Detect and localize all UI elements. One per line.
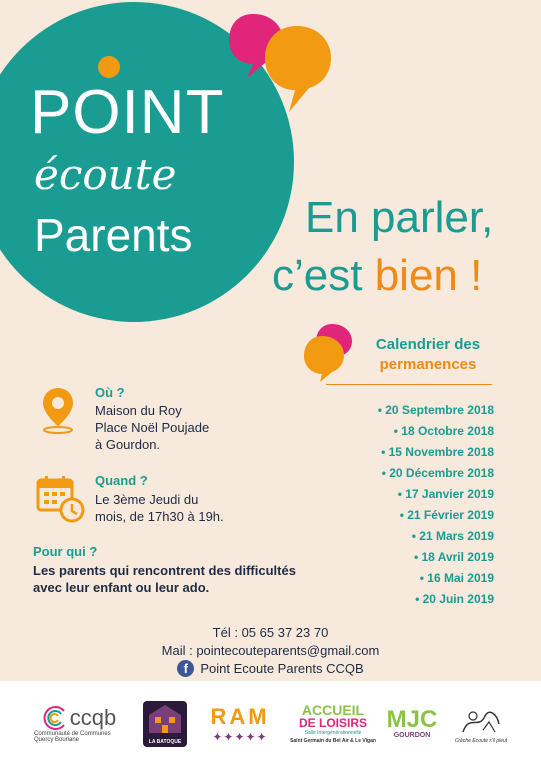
headline-line1: En parler,	[305, 193, 494, 242]
ram-text	[210, 704, 269, 730]
ccqb-logo	[34, 681, 124, 766]
contact-phone: Tél : 05 65 37 23 70	[212, 625, 329, 640]
batoque-text: LA BATOQUE	[148, 738, 182, 745]
where-line3: à Gourdon.	[95, 437, 161, 452]
logo-parents-text: Parents	[34, 209, 193, 261]
calendar-divider	[326, 384, 492, 385]
date-item: • 20 Juin 2019	[415, 592, 494, 606]
ram-logo	[200, 681, 280, 766]
accueil-subtitle: Saint Germain du Bel Air & Le Vigan	[290, 738, 376, 744]
ccqb-subtitle: Communauté de Communes Quercy Bouriane	[34, 730, 111, 743]
calendar-clock-icon	[36, 474, 86, 524]
date-item: • 15 Novembre 2018	[381, 445, 494, 459]
house-icon	[143, 701, 187, 735]
accueil-line2: DE LOISIRS	[298, 716, 367, 730]
facebook-icon: f	[177, 660, 194, 677]
calendar-bubbles-icon	[300, 322, 360, 384]
creche-text: Crèche Ecoute s'il pleut	[454, 737, 508, 744]
accueil-line1: ACCUEIL	[301, 702, 365, 718]
headline-line2	[272, 251, 483, 300]
location-pin-icon	[40, 386, 76, 434]
mjc-logo	[384, 681, 440, 766]
date-item: • 21 Février 2019	[399, 508, 494, 522]
when-label: Quand ?	[95, 473, 148, 488]
who-text	[33, 562, 296, 596]
when-text	[95, 491, 224, 525]
mjc-subtitle: GOURDON	[393, 732, 431, 739]
calendar-title-line1: Calendrier des	[375, 336, 481, 353]
speech-bubbles-icon	[225, 8, 335, 118]
date-item: • 18 Octobre 2018	[393, 424, 494, 438]
date-item: • 21 Mars 2019	[411, 529, 494, 543]
date-item: • 16 Mai 2019	[419, 571, 494, 585]
facebook-label: Point Ecoute Parents CCQB	[200, 661, 364, 676]
when-line2: mois, de 17h30 à 19h.	[95, 509, 224, 524]
accueil-line3: Salle Intergénérationnelle	[304, 730, 362, 736]
dates-list	[378, 400, 494, 610]
partner-logos-footer	[0, 681, 541, 766]
ram-letters: RAM	[210, 703, 270, 729]
accueil-loisirs-logo	[288, 681, 378, 766]
creche-logo	[446, 681, 516, 766]
calendar-title-line2: permanences	[379, 356, 477, 373]
date-item: • 20 Septembre 2018	[377, 403, 494, 417]
headline-line2-start: c’est	[272, 251, 375, 300]
where-label: Où ?	[95, 385, 125, 400]
logo-dot-icon	[96, 54, 122, 80]
contact-email[interactable]: Mail : pointecouteparents@gmail.com	[161, 643, 380, 658]
batoque-logo	[140, 681, 190, 766]
calendar-title	[358, 335, 498, 375]
date-item: • 17 Janvier 2019	[397, 487, 494, 501]
ram-figures-icon: ✦✦✦✦✦	[212, 729, 268, 744]
headline-highlight: bien !	[374, 251, 483, 300]
mjc-text: MJC	[386, 706, 438, 733]
where-line1: Maison du Roy	[95, 403, 182, 418]
ccqb-swirl-icon	[42, 705, 68, 731]
contact-facebook[interactable]	[0, 660, 541, 677]
where-address	[95, 402, 209, 453]
who-line2: avec leur enfant ou leur ado.	[33, 580, 210, 595]
ccqb-text: ccqb	[69, 704, 117, 730]
where-line2: Place Noël Poujade	[95, 420, 210, 435]
who-line1: Les parents qui rencontrent des difficultés	[33, 563, 296, 578]
logo-point-text: POINT	[30, 78, 225, 147]
date-item: • 18 Avril 2019	[413, 550, 494, 564]
creche-drawing-icon	[459, 704, 503, 738]
when-line1: Le 3ème Jeudi du	[95, 492, 199, 507]
who-label: Pour qui ?	[33, 544, 98, 559]
date-item: • 20 Décembre 2018	[381, 466, 494, 480]
logo-ecoute-text: écoute	[34, 150, 177, 199]
